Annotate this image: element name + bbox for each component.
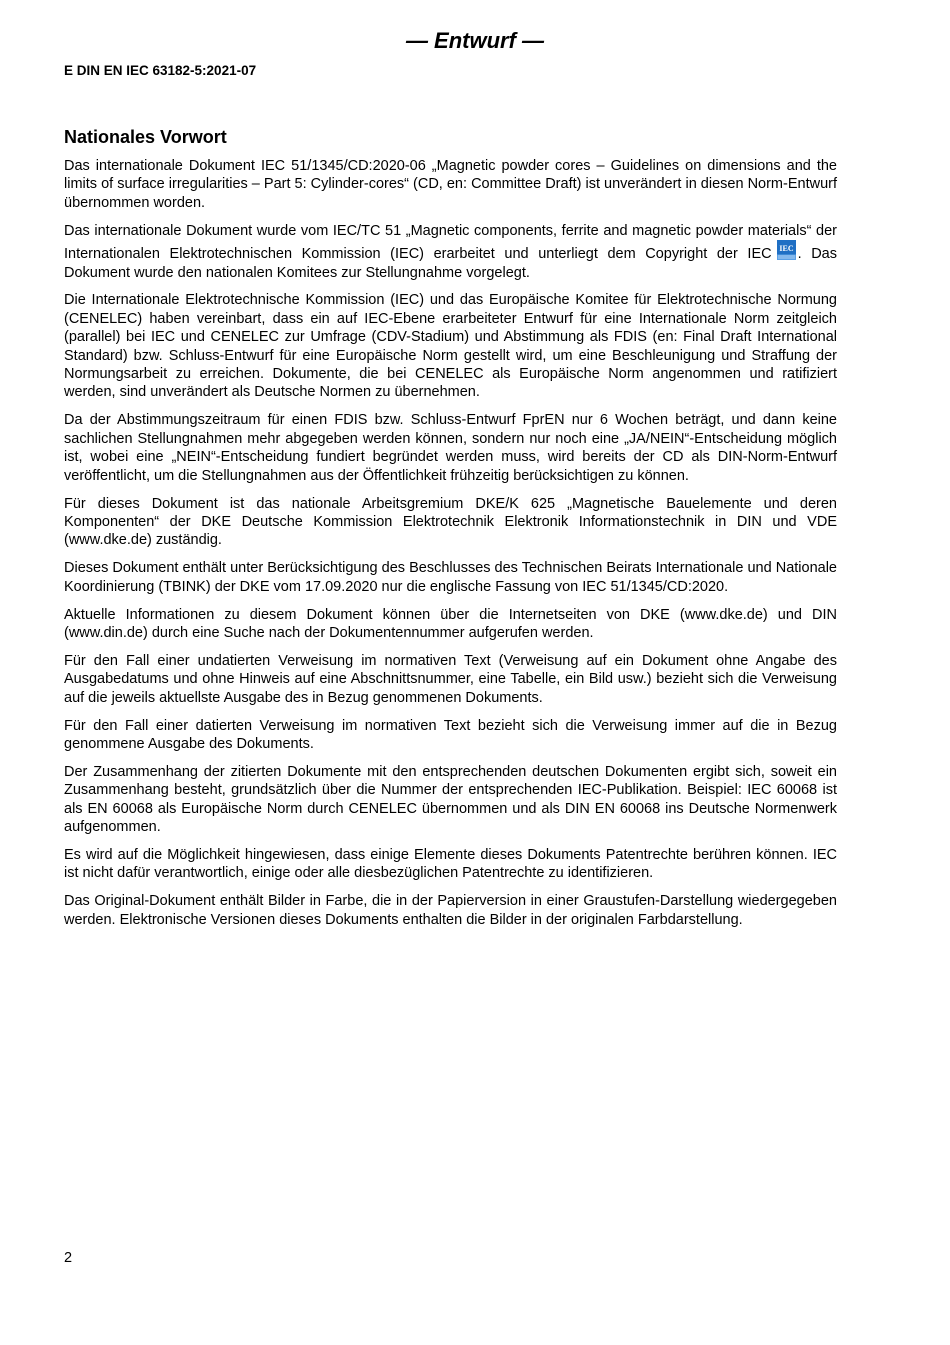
- paragraph-3: Die Internationale Elektrotechnische Kommission (IEC) und das Europäische Komitee für Elektrotechnische Normung (CENELEC) haben vereinbart, dass ein auf IEC-Ebene erarbeiteter Entwurf für eine Internationale Norm zeitgleich (parallel) bei IEC und CENELEC zur Umfrage (CDV-Stadium) und Abstimmung als FDIS (en: Final Draft International Standard) bzw. Schluss-Entwurf für eine Europäische Norm gestellt wird, um eine Beschleunigung und Straffung der Normungsarbeit zu erreichen. Dokumente, die bei CENELEC als Europäische Norm angenommen und ratifiziert werden, sind unverändert als Deutsche Normen zu übernehmen.: [64, 292, 837, 401]
- paragraph-12: Das Original-Dokument enthält Bilder in Farbe, die in der Papierversion in einer Graustufen-Darstellung wiedergegeben werden. Elektronische Versionen dieses Dokuments enthalten die Bilder in der originalen Farbdarstellung.: [64, 893, 837, 928]
- paragraph-5: Für dieses Dokument ist das nationale Arbeitsgremium DKE/K 625 „Magnetische Bauelemente und deren Komponenten“ der DKE Deutsche Kommission Elektrotechnik Elektronik Informationstechnik in DIN und VDE (www.dke.de) zuständig.: [64, 495, 837, 549]
- draft-label: — Entwurf —: [405, 28, 545, 53]
- iec-logo-text: IEC: [778, 244, 794, 254]
- paragraph-6: Dieses Dokument enthält unter Berücksichtigung des Beschlusses des Technischen Beirats Internationale und Nationale Koordinierung (TBINK) der DKE vom 17.09.2020 nur die englische Fassung von IEC 51/1345/CD:2020.: [64, 560, 837, 595]
- paragraph-9: Für den Fall einer datierten Verweisung im normativen Text bezieht sich die Verweisung immer auf die in Bezug genommene Ausgabe des Dokuments.: [64, 717, 837, 752]
- page-number: 2: [64, 1250, 73, 1266]
- paragraph-1: Das internationale Dokument IEC 51/1345/CD:2020-06 „Magnetic powder cores – Guidelines on dimensions and the limits of surface irregularities – Part 5: Cylinder-cores“ (CD, en: Committee Draft) ist unverändert in diesen Norm-Entwurf übernommen worden.: [64, 158, 837, 211]
- paragraph-7: Aktuelle Informationen zu diesem Dokument können über die Internetseiten von DKE (www.dke.de) und DIN (www.din.de) durch eine Suche nach der Dokumentennummer aufgerufen werden.: [64, 606, 837, 641]
- paragraph-8: Für den Fall einer undatierten Verweisung im normativen Text (Verweisung auf ein Dokument ohne Angabe des Ausgabedatums und ohne Hinweis auf eine Abschnittsnummer, eine Tabelle, ein Bild usw.) bezieht sich die Verweisung auf die jeweils aktuellste Ausgabe des in Bezug genommenen Dokuments.: [64, 652, 837, 706]
- paragraph-2: [64, 222, 837, 282]
- paragraph-2-text-end: . Das Dokument wurde den nationalen Komitees zur Stellungnahme vorgelegt.: [64, 246, 837, 281]
- document-id: E DIN EN IEC 63182-5:2021-07: [64, 63, 257, 78]
- section-title: Nationales Vorwort: [64, 127, 227, 147]
- paragraph-11: Es wird auf die Möglichkeit hingewiesen, dass einige Elemente dieses Dokuments Patentrechte berühren können. IEC ist nicht dafür verantwortlich, einige oder alle diesbezüglichen Patentrechte zu identifizieren.: [64, 847, 837, 882]
- paragraph-10: Der Zusammenhang der zitierten Dokumente mit den entsprechenden deutschen Dokumenten ergibt sich, soweit ein Zusammenhang besteht, grundsätzlich über die Nummer der entsprechenden IEC-Publikation. Beispiel: IEC 60068 ist als EN 60068 als Europäische Norm durch CENELEC übernommen und als DIN EN 60068 ins Deutsche Normenwerk aufgenommen.: [64, 763, 837, 836]
- foreword-body: [64, 157, 837, 939]
- paragraph-4: Da der Abstimmungszeitraum für einen FDIS bzw. Schluss-Entwurf FprEN nur 6 Wochen beträgt, und dann keine sachlichen Stellungnahmen mehr abgegeben werden können, sondern nur noch eine „JA/NEIN“-Entscheidung möglich ist, wobei eine „NEIN“-Entscheidung fundiert begründet werden muss, wird bereits der CD als DIN-Norm-Entwurf veröffentlicht, um die Stellungnahmen aus der Öffentlichkeit frühzeitig berücksichtigen zu können.: [64, 412, 837, 484]
- paragraph-2-text-start: Das internationale Dokument wurde vom IEC/TC 51 „Magnetic components, ferrite and magnetic powder materials“ der Internationalen Elektrotechnischen Kommission (IEC) erarbeitet und unterliegt dem Copyright der IEC: [64, 222, 837, 263]
- iec-logo-icon: [777, 240, 796, 260]
